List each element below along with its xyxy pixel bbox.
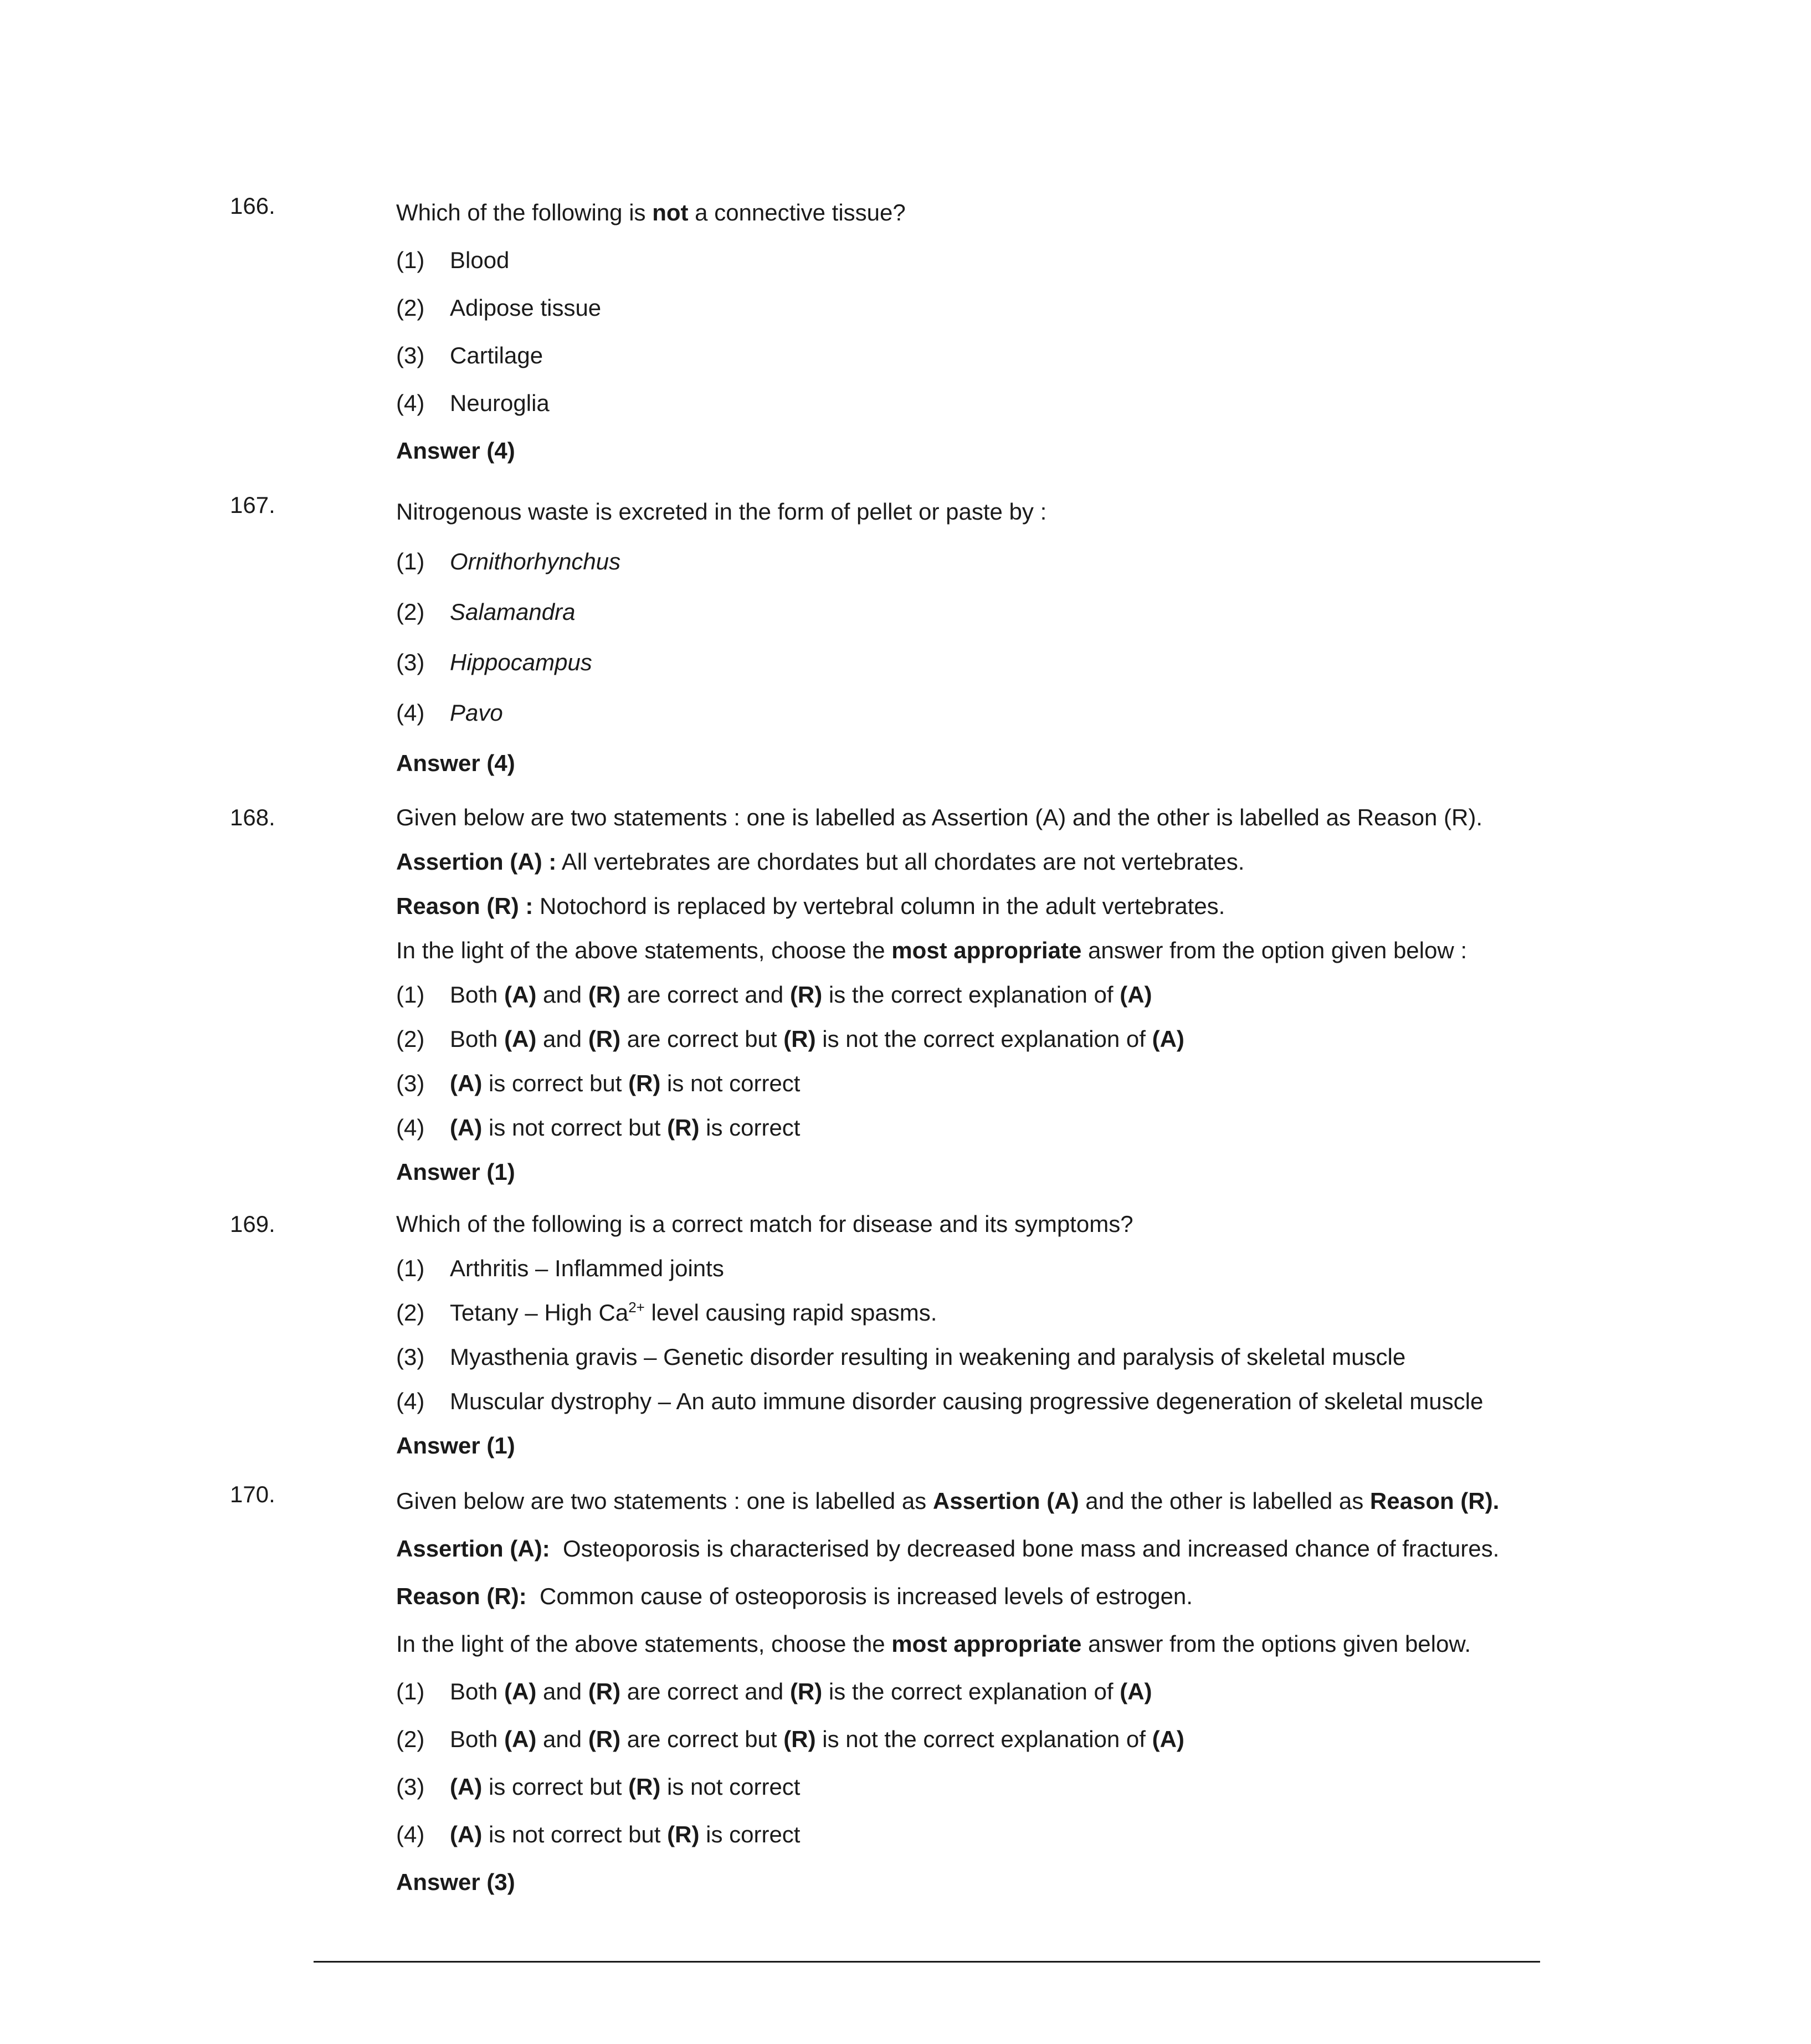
question-number: 170. (230, 1481, 275, 1507)
option-2: (2) Both (A) and (R) are correct but (R) is not the correct explanation of (A) (396, 1026, 1184, 1052)
option-4: (4) (A) is not correct but (R) is correct (396, 1821, 801, 1847)
question-stem: Nitrogenous waste is excreted in the form of pellet or paste by : (396, 499, 1047, 525)
question-stem: Which of the following is not a connective tissue? (396, 199, 906, 225)
option-1: (1) Arthritis – Inflammed joints (396, 1255, 724, 1281)
option-1: (1) Both (A) and (R) are correct and (R) is the correct explanation of (A) (396, 1678, 1152, 1704)
answer: Answer (1) (396, 1159, 515, 1185)
question-number: 169. (230, 1211, 275, 1237)
option-4: (4) Muscular dystrophy – An auto immune disorder causing progressive degeneration of skeletal muscle (396, 1388, 1484, 1414)
answer: Answer (3) (396, 1869, 515, 1895)
instruction: In the light of the above statements, choose the most appropriate answer from the option given below : (396, 937, 1468, 963)
option-1: (1) Ornithorhynchus (396, 548, 621, 574)
reason: Reason (R): Common cause of osteoporosis is increased levels of estrogen. (396, 1583, 1193, 1609)
option-4: (4) (A) is not correct but (R) is correct (396, 1115, 801, 1141)
assertion: Assertion (A): Osteoporosis is characterised by decreased bone mass and increased chance of fractures. (396, 1535, 1500, 1562)
answer: Answer (4) (396, 438, 515, 464)
option-3: (3) Hippocampus (396, 649, 592, 675)
option-1: (1) Blood (396, 247, 510, 273)
option-1: (1) Both (A) and (R) are correct and (R) is the correct explanation of (A) (396, 982, 1152, 1008)
question-stem: Which of the following is a correct match for disease and its symptoms? (396, 1211, 1133, 1237)
option-4: (4) Neuroglia (396, 390, 550, 416)
option-4: (4) Pavo (396, 700, 503, 726)
reason: Reason (R) : Notochord is replaced by vertebral column in the adult vertebrates. (396, 893, 1225, 919)
option-3: (3) Myasthenia gravis – Genetic disorder resulting in weakening and paralysis of skeletal muscle (396, 1344, 1406, 1370)
instruction: In the light of the above statements, choose the most appropriate answer from the options given below. (396, 1631, 1471, 1657)
question-stem: Given below are two statements : one is labelled as Assertion (A) and the other is labelled as Reason (R). (396, 804, 1483, 830)
option-2: (2) Tetany – High $Ca^{2+}$ level causing rapid spasms. (396, 1299, 937, 1326)
option-3: (3) (A) is correct but (R) is not correct (396, 1070, 801, 1096)
question-number: 168. (230, 804, 275, 830)
option-2: (2) Both (A) and (R) are correct but (R) is not the correct explanation of (A) (396, 1726, 1184, 1752)
question-number: 167. (230, 492, 275, 518)
assertion: Assertion (A) : All vertebrates are chordates but all chordates are not vertebrates. (396, 849, 1245, 875)
footer-rule (314, 1961, 1540, 1963)
option-3: (3) (A) is correct but (R) is not correct (396, 1774, 801, 1800)
option-2: (2) Salamandra (396, 599, 576, 625)
question-number: 166. (230, 193, 275, 219)
answer: Answer (1) (396, 1432, 515, 1458)
option-3: (3) Cartilage (396, 342, 543, 368)
answer: Answer (4) (396, 750, 515, 776)
option-2: (2) Adipose tissue (396, 295, 602, 321)
question-stem: Given below are two statements : one is labelled as Assertion (A) and the other is labelled as Reason (R). (396, 1488, 1500, 1514)
